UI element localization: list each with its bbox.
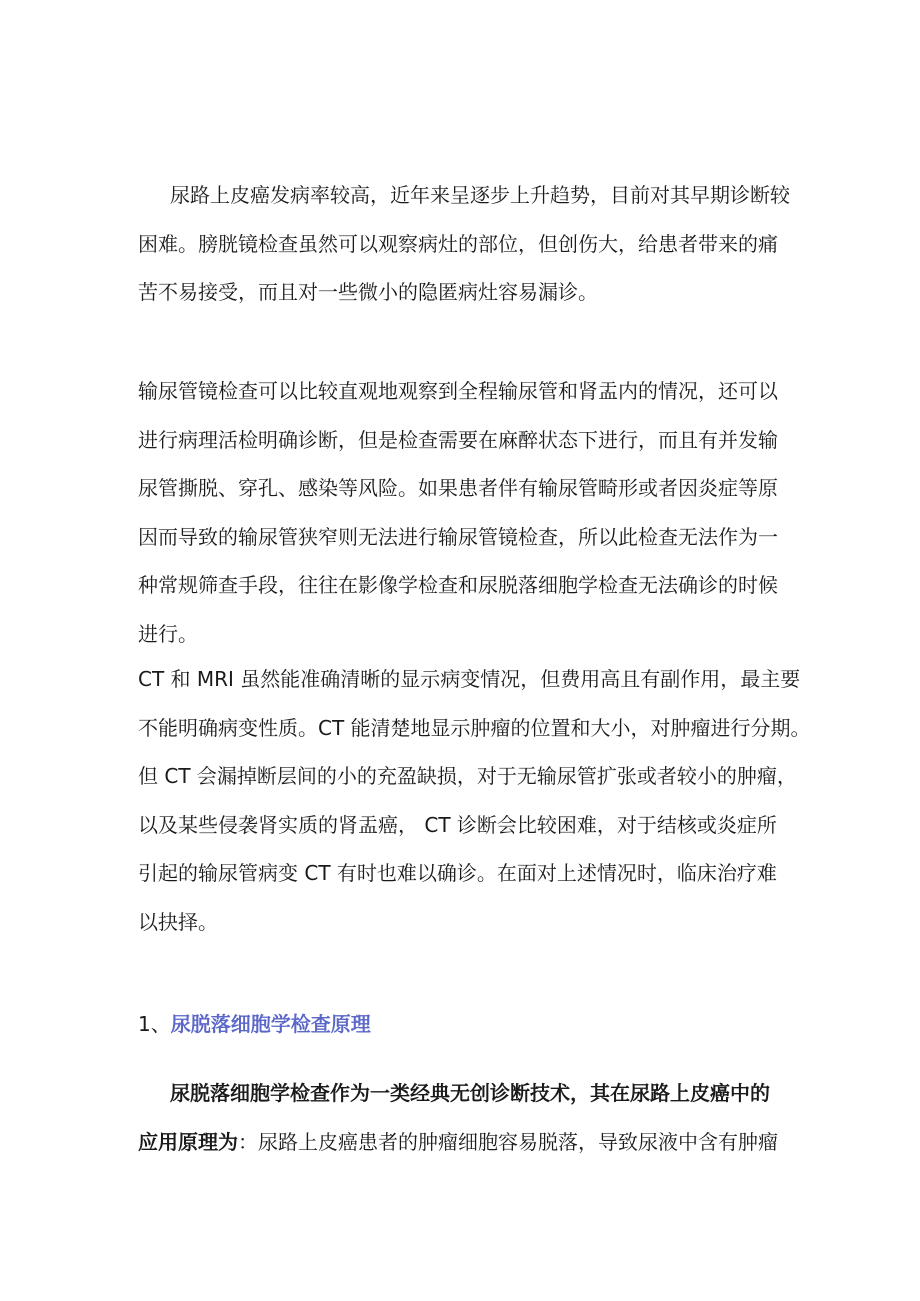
text-line: 以及某些侵袭肾实质的肾盂癌， CT 诊断会比较困难，对于结核或炎症所 — [138, 812, 777, 837]
text-line: 进行病理活检明确诊断，但是检查需要在麻醉状态下进行，而且有并发输 — [138, 427, 778, 452]
paragraph-ct-mri — [138, 655, 811, 946]
section-title[interactable]: 尿脱落细胞学检查原理 — [170, 1012, 371, 1036]
section-heading — [138, 1006, 371, 1042]
paragraph-principle — [138, 1069, 788, 1166]
text-line: 不能明确病变性质。CT 能清楚地显示肿瘤的位置和大小，对肿瘤进行分期。 — [138, 715, 811, 740]
text-line: 困难。膀胱镜检查虽然可以观察病灶的部位，但创伤大，给患者带来的痛 — [138, 231, 778, 256]
text-line: 尿管撕脱、穿孔、感染等风险。如果患者伴有输尿管畸形或者因炎症等原 — [138, 476, 778, 500]
bold-phrase: 应用原理为 — [138, 1129, 238, 1154]
text-line: 尿脱落细胞学检查作为一类经典无创诊断技术，其在尿路上皮癌中的 — [170, 1081, 770, 1105]
text-line: 进行。 — [138, 621, 198, 646]
text-line: 苦不易接受，而且对一些微小的隐匿病灶容易漏诊。 — [138, 280, 598, 304]
text-line: 种常规筛查手段，往往在影像学检查和尿脱落细胞学检查无法确诊的时候 — [138, 573, 778, 597]
text-phrase: ：尿路上皮癌患者的肿瘤细胞容易脱落，导致尿液中含有肿瘤 — [238, 1129, 778, 1154]
paragraph-intro — [138, 171, 788, 317]
text-line: 尿路上皮癌发病率较高，近年来呈逐步上升趋势，目前对其早期诊断较 — [170, 183, 790, 207]
text-line: 因而导致的输尿管狭窄则无法进行输尿管镜检查，所以此检查无法作为一 — [138, 524, 778, 549]
text-line: 输尿管镜检查可以比较直观地观察到全程输尿管和肾盂内的情况，还可以 — [138, 379, 778, 403]
text-line — [138, 1118, 788, 1167]
text-line: 以抉择。 — [138, 909, 218, 934]
section-number: 1、 — [138, 1012, 171, 1036]
paragraph-ureteroscopy — [138, 367, 788, 658]
text-line: CT 和 MRI 虽然能准确清晰的显示病变情况，但费用高且有副作用，最主要 — [138, 667, 801, 691]
text-line: 引起的输尿管病变 CT 有时也难以确诊。在面对上述情况时，临床治疗难 — [138, 861, 777, 885]
text-line: 但 CT 会漏掉断层间的小的充盈缺损，对于无输尿管扩张或者较小的肿瘤， — [138, 764, 797, 788]
